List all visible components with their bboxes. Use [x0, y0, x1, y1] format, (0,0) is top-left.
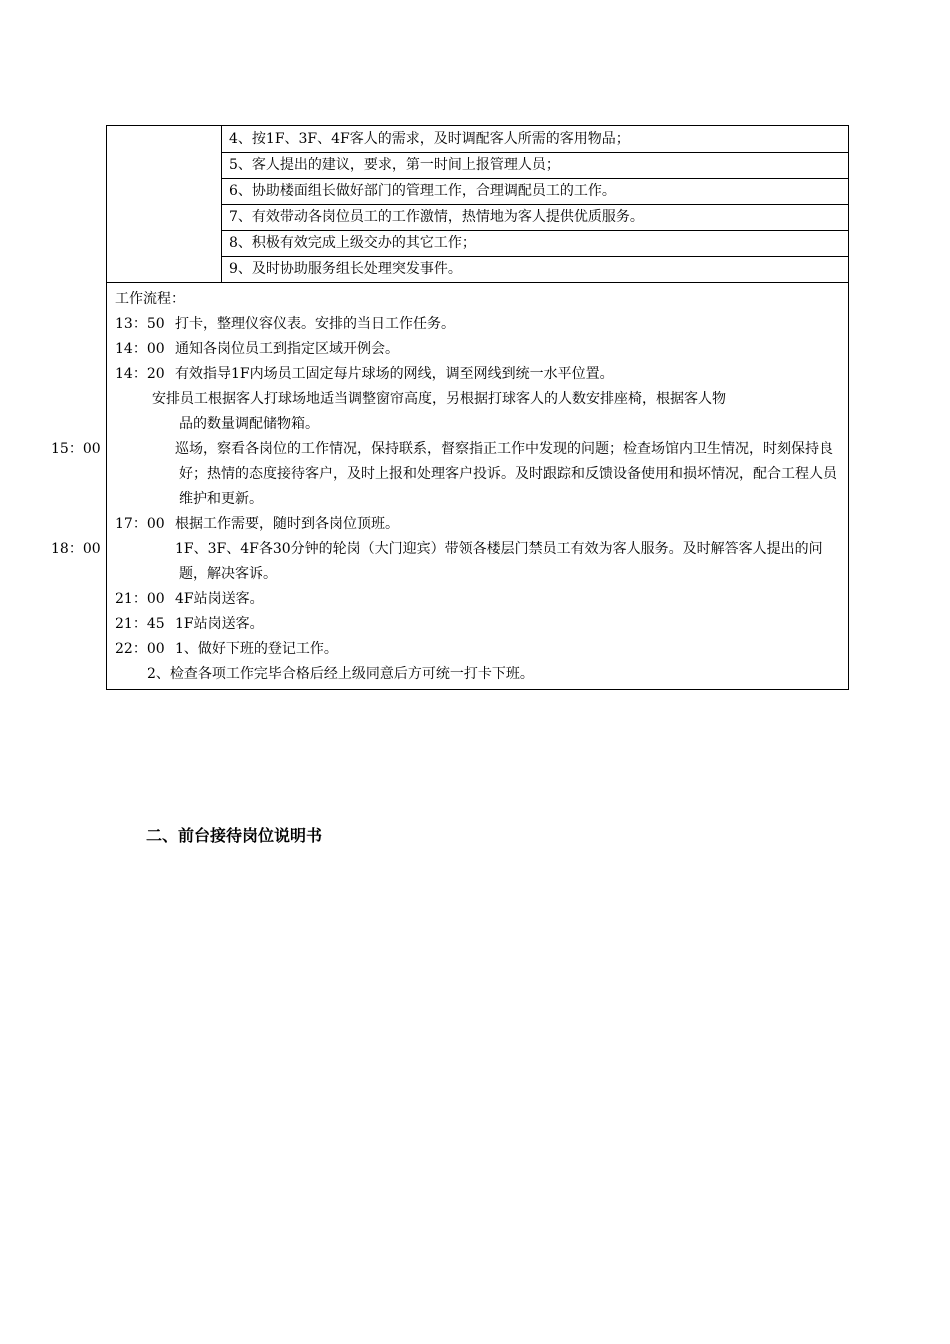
workflow-step — [115, 312, 840, 337]
step-text: 安排员工根据客人打球场地适当调整窗帘高度，另根据打球客人的人数安排座椅，根据客人物 — [152, 391, 726, 407]
step-text: 有效指导1F内场员工固定每片球场的网线，调至网线到统一水平位置。 — [175, 366, 614, 382]
step-time: 14：00 — [115, 341, 165, 357]
step-time: 13：50 — [115, 316, 165, 332]
duties-cell — [222, 126, 849, 283]
duty-item: 4、按1F、3F、4F客人的需求，及时调配客人所需的客用物品； — [222, 127, 848, 153]
duty-item: 6、协助楼面组长做好部门的管理工作，合理调配员工的工作。 — [222, 179, 848, 205]
step-time: 15：00 — [51, 441, 101, 457]
step-text: 1F站岗送客。 — [175, 616, 264, 632]
workflow-step — [115, 512, 840, 537]
step-text: 根据工作需要，随时到各岗位顶班。 — [175, 516, 399, 532]
step-time: 21：45 — [115, 616, 165, 632]
step-text: 通知各岗位员工到指定区域开例会。 — [175, 341, 399, 357]
workflow-step — [115, 637, 840, 662]
section-heading: 二、前台接待岗位说明书 — [146, 826, 323, 845]
step-text: 4F站岗送客。 — [175, 591, 264, 607]
duties-label-cell — [107, 126, 222, 283]
step-text-continued: 品的数量调配储物箱。 — [179, 416, 319, 432]
step-time: 18：00 — [51, 541, 101, 557]
workflow-step — [115, 587, 840, 612]
duties-row — [107, 126, 849, 283]
workflow-step — [115, 662, 840, 687]
workflow-row — [107, 283, 849, 690]
workflow-step — [51, 537, 840, 587]
workflow-step — [51, 437, 840, 512]
workflow-step — [115, 337, 840, 362]
step-text: 2、检查各项工作完毕合格后经上级同意后方可统一打卡下班。 — [147, 666, 534, 682]
workflow-step-note — [115, 387, 840, 437]
step-time: 21：00 — [115, 591, 165, 607]
step-text: 打卡，整理仪容仪表。安排的当日工作任务。 — [175, 316, 455, 332]
job-description-table — [51, 125, 849, 690]
step-text: 1、做好下班的登记工作。 — [175, 641, 338, 657]
duty-item: 8、积极有效完成上级交办的其它工作； — [222, 231, 848, 257]
workflow-step — [115, 362, 840, 387]
workflow-cell — [51, 283, 849, 690]
step-text: 1F、3F、4F各30分钟的轮岗（大门迎宾）带领各楼层门禁员工有效为客人服务。及时解答客人提出的问题，解决客诉。 — [175, 541, 823, 582]
workflow-title: 工作流程： — [115, 291, 185, 307]
step-time: 14：20 — [115, 366, 165, 382]
duty-item: 5、客人提出的建议，要求，第一时间上报管理人员； — [222, 153, 848, 179]
step-time: 17：00 — [115, 516, 165, 532]
duty-item: 7、有效带动各岗位员工的工作激情，热情地为客人提供优质服务。 — [222, 205, 848, 231]
step-text: 巡场，察看各岗位的工作情况，保持联系，督察指正工作中发现的问题；检查场馆内卫生情况，时刻保持良好；热情的态度接待客户，及时上报和处理客户投诉。及时跟踪和反馈设备使用和损坏情况，配合工程人员维护和更新。 — [175, 441, 837, 507]
duty-item: 9、及时协助服务组长处理突发事件。 — [229, 261, 462, 277]
workflow-step — [115, 612, 840, 637]
step-time: 22：00 — [115, 641, 165, 657]
